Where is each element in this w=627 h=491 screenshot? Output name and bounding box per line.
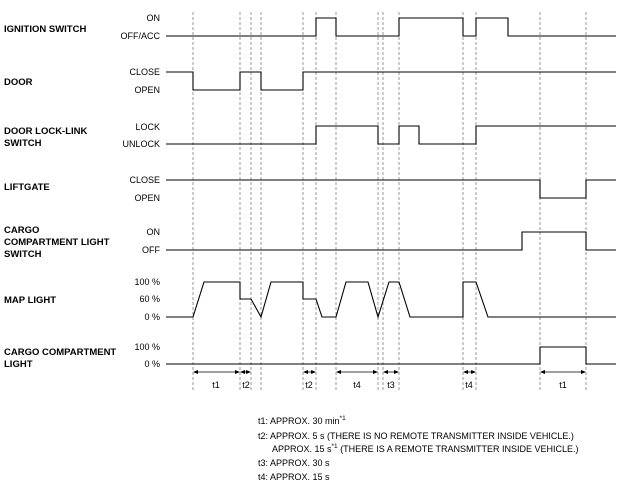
level-labels — [121, 13, 161, 369]
note-t3: t3: APPROX. 30 s — [258, 458, 330, 468]
cargo-compartment-light-name: CARGO COMPARTMENT — [4, 347, 117, 358]
liftgate-open-label: OPEN — [134, 193, 160, 203]
door-lock-link-switch-waveform — [166, 126, 616, 144]
map-light-0-label: 0 % — [144, 312, 160, 322]
door-lock-link-switch-name-line2: SWITCH — [4, 138, 42, 149]
ignition-off-acc-label: OFF/ACC — [120, 31, 160, 41]
door-close-label: CLOSE — [129, 67, 160, 77]
timing-label-t2-second: t2 — [305, 380, 313, 390]
door-open-label: OPEN — [134, 85, 160, 95]
door-lock-link-switch-name: DOOR LOCK-LINK — [4, 126, 88, 137]
timing-label-t1: t1 — [212, 380, 220, 390]
liftgate-waveform — [166, 180, 616, 198]
timing-label-t4: t4 — [353, 380, 361, 390]
lock-label: LOCK — [135, 122, 160, 132]
waveforms — [166, 18, 616, 364]
timing-label-t1-second: t1 — [559, 380, 567, 390]
cargo-light-switch-name-line3: SWITCH — [4, 249, 42, 260]
guide-lines — [193, 12, 586, 392]
map-light-60-label: 60 % — [139, 294, 160, 304]
cargo-light-switch-name: CARGO — [4, 225, 40, 236]
timing-label-t3: t3 — [387, 380, 395, 390]
map-light-name: MAP LIGHT — [4, 295, 57, 306]
liftgate-close-label: CLOSE — [129, 175, 160, 185]
timing-arrow-t1 — [193, 370, 240, 390]
cargo-light-100-label: 100 % — [134, 342, 160, 352]
cargo-switch-off-label: OFF — [142, 245, 160, 255]
cargo-light-switch-name-line2: COMPARTMENT LIGHT — [4, 237, 110, 248]
map-light-100-label: 100 % — [134, 277, 160, 287]
cargo-compartment-light-waveform — [166, 347, 616, 364]
cargo-light-switch-waveform — [166, 232, 616, 250]
timing-label-t4-second: t4 — [465, 380, 473, 390]
cargo-switch-on-label: ON — [146, 227, 160, 237]
ignition-switch-waveform — [166, 18, 616, 36]
unlock-label: UNLOCK — [122, 139, 160, 149]
timing-arrow-t4-second — [463, 370, 476, 390]
note-t4: t4: APPROX. 15 s — [258, 472, 330, 482]
liftgate-name: LIFTGATE — [4, 182, 50, 193]
timing-arrow-t2-second — [303, 370, 316, 390]
cargo-compartment-light-name-line2: LIGHT — [4, 359, 33, 370]
timing-arrow-t1-second — [540, 370, 586, 390]
timing-label-t2: t2 — [242, 380, 250, 390]
note-t2-b: APPROX. 15 $s^{*1}$ (THERE IS A REMOTE TRANSMITTER INSIDE VEHICLE.) — [272, 443, 579, 454]
timing-arrow-t2 — [240, 370, 251, 390]
door-name: DOOR — [4, 77, 33, 88]
signal-names — [4, 24, 116, 370]
note-t1: t1: APPROX. 30 $\min^{*1}$ — [258, 415, 346, 426]
timing-arrow-t4 — [336, 370, 378, 390]
timing-notes — [258, 415, 579, 482]
map-light-waveform — [166, 282, 616, 317]
timing-arrow-t3 — [383, 370, 399, 390]
note-t2-a: t2: APPROX. 5 s (THERE IS NO REMOTE TRANSMITTER INSIDE VEHICLE.) — [258, 431, 574, 441]
cargo-light-0-label: 0 % — [144, 359, 160, 369]
ignition-on-label: ON — [146, 13, 160, 23]
ignition-switch-name: IGNITION SWITCH — [4, 24, 87, 35]
door-waveform — [166, 72, 616, 90]
timing-markers — [193, 370, 586, 390]
